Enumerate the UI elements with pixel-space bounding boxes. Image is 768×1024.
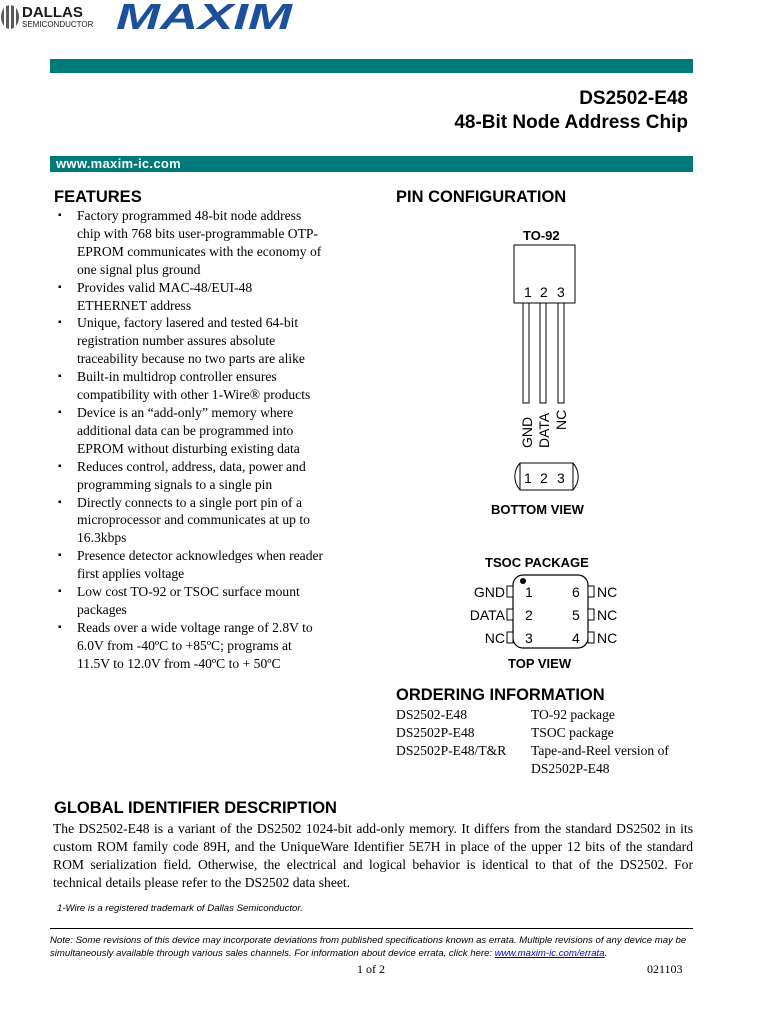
tsoc-left-name-1: GND <box>473 584 505 600</box>
dallas-mark-icon <box>1 5 19 29</box>
to92-name-data: DATA <box>536 412 552 448</box>
feature-line: Presence detector acknowledges when reader <box>77 548 324 564</box>
ordering-row <box>396 724 696 742</box>
tsoc-label: TSOC PACKAGE <box>485 555 589 570</box>
errata-note: Note: Some revisions of this device may incorporate deviations from published specifications known as errata. Multiple revisions of any device may be simultaneously available through various sales channels. For information about device errata, click here: www.maxim-ic.com/errata. <box>50 935 687 959</box>
feature-line: Unique, factory lasered and tested 64-bit <box>77 315 299 331</box>
svg-text:SEMICONDUCTOR: SEMICONDUCTOR <box>22 20 94 29</box>
to92-pin-3: 3 <box>557 284 565 300</box>
bullet-icon: ▪ <box>58 210 62 221</box>
features-heading: FEATURES <box>54 188 142 206</box>
feature-item <box>57 314 357 368</box>
tsoc-package-diagram <box>460 572 630 652</box>
feature-line: 6.0V from -40ºC to +85ºC; programs at <box>77 637 292 653</box>
bullet-icon: ▪ <box>58 406 62 418</box>
bullet-icon: ▪ <box>58 460 62 472</box>
feature-line: Directly connects to a single port pin of a <box>77 494 302 510</box>
feature-line: Device is an “add-only” memory where <box>77 404 294 420</box>
bullet-icon: ▪ <box>58 496 62 508</box>
ordering-heading: ORDERING INFORMATION <box>396 686 605 704</box>
feature-item <box>57 458 357 494</box>
to92-pin-2: 2 <box>540 284 548 300</box>
footer-rule <box>50 928 693 929</box>
bullet-icon: ▪ <box>58 550 62 562</box>
tsoc-pin-4: 4 <box>572 630 580 646</box>
bullet-icon: ▪ <box>58 621 62 633</box>
feature-line: EPROM communicates with the economy of <box>77 243 322 259</box>
tsoc-left-name-3: NC <box>484 630 505 646</box>
feature-item <box>57 207 357 279</box>
to92-package-diagram <box>500 242 590 512</box>
to92-lead-3 <box>558 303 564 403</box>
bottom-view-label: BOTTOM VIEW <box>491 502 584 517</box>
feature-line: Low cost TO-92 or TSOC surface mount <box>77 584 300 600</box>
feature-item <box>57 279 357 315</box>
feature-line: 16.3kbps <box>77 530 127 546</box>
feature-line: EPROM without disturbing existing data <box>77 440 300 456</box>
dallas-semiconductor-logo <box>0 2 110 32</box>
feature-item <box>57 547 357 583</box>
to92-bottom-pin-2: 2 <box>540 470 548 486</box>
ordering-row <box>396 742 696 760</box>
feature-line: Reads over a wide voltage range of 2.8V to <box>77 619 313 635</box>
feature-line: chip with 768 bits user-programmable OTP- <box>77 225 318 241</box>
ordering-table <box>396 706 696 778</box>
feature-line: one signal plus ground <box>77 261 201 277</box>
part-number: DS2502-E48 <box>579 88 688 109</box>
page-number: 1 of 2 <box>357 962 385 976</box>
feature-line: microprocessor and communicates at up to <box>77 512 310 528</box>
to92-pin-1: 1 <box>524 284 532 300</box>
features-list <box>57 207 357 673</box>
feature-line: compatibility with other 1-Wire® products <box>77 387 311 403</box>
svg-text:MAXIM: MAXIM <box>116 0 294 32</box>
feature-item <box>57 404 357 458</box>
feature-line: ETHERNET address <box>77 297 192 313</box>
feature-item <box>57 619 357 673</box>
top-rule <box>50 59 693 73</box>
document-code: 021103 <box>647 962 683 976</box>
global-id-body: The DS2502-E48 is a variant of the DS2502 1024-bit add-only memory. It differs from the standard DS2502 in its custom ROM family code 89H, and the UniqueWare Identifier 5E7H in place of the upper 12 bits of the standard ROM serialization field. Otherwise, the electrical and logical behavior is identical to that of the DS2502. For technical details please refer to the DS2502 data sheet. <box>53 821 693 890</box>
tsoc-right-name-4: NC <box>597 630 618 646</box>
to92-lead-1 <box>523 303 529 403</box>
ordering-desc: TO-92 package <box>531 707 615 722</box>
to92-bottom-pin-1: 1 <box>524 470 532 486</box>
global-id-heading: GLOBAL IDENTIFIER DESCRIPTION <box>54 799 337 817</box>
website-link[interactable]: www.maxim-ic.com <box>56 156 181 171</box>
maxim-logo <box>114 0 296 32</box>
bullet-icon: ▪ <box>58 317 62 329</box>
top-view-label: TOP VIEW <box>508 656 572 671</box>
feature-line: packages <box>77 601 127 617</box>
ordering-desc: TSOC package <box>531 725 614 740</box>
feature-line: Factory programmed 48-bit node address <box>77 208 302 223</box>
feature-line: first applies voltage <box>77 566 185 582</box>
feature-line: Provides valid MAC-48/EUI-48 <box>77 279 253 295</box>
tsoc-pin-6: 6 <box>572 584 580 600</box>
feature-line: programming signals to a single pin <box>77 476 273 492</box>
ordering-desc: DS2502P-E48 <box>531 761 610 776</box>
svg-text:DALLAS: DALLAS <box>22 4 83 21</box>
feature-line: 11.5V to 12.0V from -40ºC to + 50ºC <box>77 655 281 671</box>
trademark-note: 1-Wire is a registered trademark of Dallas Semiconductor. <box>57 903 303 914</box>
tsoc-pin-2: 2 <box>525 607 533 623</box>
feature-line: additional data can be programmed into <box>77 422 294 438</box>
tsoc-right-name-6: NC <box>597 584 618 600</box>
feature-item <box>57 368 357 404</box>
to92-bottom-pin-3: 3 <box>557 470 565 486</box>
tsoc-right-name-5: NC <box>597 607 618 623</box>
feature-item <box>57 494 357 548</box>
tsoc-pin-5: 5 <box>572 607 580 623</box>
tsoc-left-name-2: DATA <box>469 607 505 623</box>
ordering-row-continued <box>396 760 696 778</box>
ordering-part: DS2502P-E48 <box>396 725 475 740</box>
bullet-icon: ▪ <box>58 281 62 293</box>
tsoc-pin-3: 3 <box>525 630 533 646</box>
bullet-icon: ▪ <box>58 371 62 383</box>
feature-line: traceability because no two parts are alike <box>77 351 305 367</box>
feature-item <box>57 583 357 619</box>
feature-line: registration number assures absolute <box>77 333 276 349</box>
feature-line: Built-in multidrop controller ensures <box>77 369 277 385</box>
to92-name-nc: NC <box>553 409 569 430</box>
ordering-part: DS2502P-E48/T&R <box>396 743 507 758</box>
feature-line: Reduces control, address, data, power and <box>77 458 306 474</box>
document-subtitle: 48-Bit Node Address Chip <box>454 112 688 133</box>
errata-link[interactable]: www.maxim-ic.com/errata <box>494 948 605 959</box>
bullet-icon: ▪ <box>58 586 62 598</box>
pin-config-heading: PIN CONFIGURATION <box>396 188 567 206</box>
ordering-part: DS2502-E48 <box>396 707 467 722</box>
to92-label: TO-92 <box>523 228 560 243</box>
to92-name-gnd: GND <box>519 416 535 448</box>
tsoc-pin-1: 1 <box>525 584 533 600</box>
ordering-desc: Tape-and-Reel version of <box>531 743 669 758</box>
to92-lead-2 <box>540 303 546 403</box>
ordering-row <box>396 706 696 724</box>
